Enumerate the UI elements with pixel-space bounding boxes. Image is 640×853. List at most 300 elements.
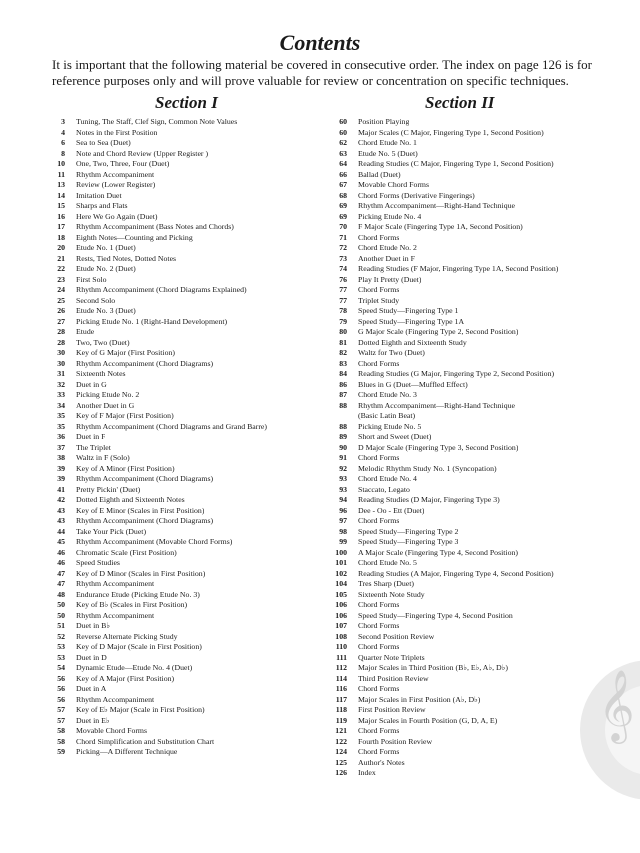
toc-entry-title: Chord Etude No. 3 [358, 390, 417, 399]
toc-entry [40, 327, 330, 338]
toc-page-number: 58 [57, 726, 65, 735]
toc-entry [322, 443, 632, 454]
toc-entry-title: Rhythm Accompaniment (Bass Notes and Chords) [76, 222, 234, 231]
toc-page-number: 33 [57, 390, 65, 399]
toc-entry-title: Etude No. 5 (Duet) [358, 148, 418, 158]
toc-entry [322, 432, 632, 443]
toc-entry [40, 149, 330, 160]
section-1-list [40, 117, 330, 758]
toc-entry-title: Etude No. 2 (Duet) [76, 264, 136, 273]
toc-page-number: 101 [335, 558, 347, 567]
toc-page-number: 112 [335, 663, 347, 672]
toc-page-number: 30 [57, 348, 65, 357]
toc-entry-title: Chord Etude No. 4 [358, 474, 417, 483]
toc-entry [322, 348, 632, 359]
toc-page-number: 28 [57, 337, 65, 347]
toc-entry-title: Triplet Study [358, 295, 400, 305]
toc-page-number: 67 [339, 180, 347, 189]
toc-page-number: 72 [339, 243, 347, 252]
toc-entry-title: Rhythm Accompaniment (Movable Chord Forms) [76, 537, 233, 546]
section-1-title: Section I [155, 93, 218, 112]
toc-entry-title: Chord Etude No. 2 [358, 243, 417, 252]
toc-page-number: 66 [339, 169, 347, 179]
toc-page-number: 83 [339, 358, 347, 368]
toc-entry [322, 653, 632, 664]
toc-entry [322, 537, 632, 548]
toc-page-number: 114 [335, 673, 347, 683]
toc-page-number: 8 [61, 148, 65, 158]
toc-entry [322, 327, 632, 338]
toc-entry-title: Chord Forms [358, 684, 400, 693]
toc-entry [322, 611, 632, 622]
toc-entry [40, 705, 330, 716]
toc-page-number: 74 [339, 264, 347, 273]
toc-entry [40, 180, 330, 191]
toc-entry [322, 485, 632, 496]
toc-page-number: 14 [57, 190, 65, 200]
toc-entry-title: Rhythm Accompaniment—Right-Hand Technique [358, 201, 515, 210]
section-2-title: Section II [425, 93, 495, 112]
toc-page-number: 27 [57, 316, 65, 326]
toc-page-number: 82 [339, 348, 347, 357]
toc-entry-title: Rhythm Accompaniment [76, 579, 155, 588]
toc-page-number: 41 [57, 484, 65, 494]
toc-entry-title: Chord Forms (Derivative Fingerings) [358, 190, 475, 200]
toc-entry [322, 159, 632, 170]
toc-entry-title: Eighth Notes—Counting and Picking [76, 232, 193, 242]
toc-page-number: 77 [339, 295, 347, 305]
toc-entry [322, 138, 632, 149]
toc-entry-title: Blues in G (Duet—Muffled Effect) [358, 379, 468, 389]
toc-page-number: 24 [57, 285, 65, 294]
toc-page-number: 71 [339, 232, 347, 242]
toc-entry-title: Chord Forms [358, 621, 400, 630]
toc-page-number: 104 [335, 579, 347, 588]
toc-entry [322, 243, 632, 254]
toc-entry [322, 401, 632, 412]
toc-page-number: 79 [339, 316, 347, 326]
toc-entry [40, 201, 330, 212]
toc-entry [322, 548, 632, 559]
toc-entry [40, 170, 330, 181]
toc-entry-title: Picking Etude No. 1 (Right-Hand Development) [76, 316, 228, 326]
toc-entry-title: Duet in F [76, 432, 106, 441]
toc-entry-title: Movable Chord Forms [76, 726, 148, 735]
toc-entry [40, 380, 330, 391]
toc-entry [322, 569, 632, 580]
toc-page-number: 6 [61, 138, 65, 147]
toc-page-number: 39 [57, 463, 65, 473]
toc-entry-title: Chord Simplification and Substitution Chart [76, 736, 215, 746]
toc-entry [322, 149, 632, 160]
toc-entry-title: D Major Scale (Fingering Type 3, Second Position) [358, 442, 519, 452]
toc-entry-title: Tuning, The Staff, Clef Sign, Common Note Values [76, 117, 238, 126]
toc-entry [322, 296, 632, 307]
toc-page-number: 108 [335, 631, 347, 641]
toc-page-number: 119 [335, 715, 347, 725]
toc-entry [322, 264, 632, 275]
toc-page-number: 15 [57, 201, 65, 210]
toc-entry-title: Etude [76, 327, 95, 336]
toc-page-number: 37 [57, 442, 65, 452]
toc-entry-title: Sharps and Flats [76, 201, 128, 210]
treble-clef-icon: 𝄞 [598, 668, 635, 741]
toc-entry-title: Ballad (Duet) [358, 169, 401, 179]
toc-entry [40, 453, 330, 464]
toc-entry-title: Rhythm Accompaniment (Chord Diagrams) [76, 516, 214, 525]
toc-entry-title: Here We Go Again (Duet) [76, 211, 158, 221]
toc-page-number: 90 [339, 442, 347, 452]
toc-entry [322, 621, 632, 632]
toc-page-number: 54 [57, 663, 65, 672]
toc-entry-title: Major Scales in First Position (A♭, D♭) [358, 694, 481, 704]
toc-page-number: 118 [335, 705, 347, 714]
toc-entry [322, 453, 632, 464]
toc-page-number: 110 [335, 642, 347, 651]
toc-entry [322, 180, 632, 191]
toc-entry-title: Key of A Major (First Position) [76, 673, 175, 683]
toc-entry-title: Key of E Minor (Scales in First Position) [76, 505, 205, 515]
toc-page-number: 39 [57, 474, 65, 483]
toc-entry [40, 443, 330, 454]
toc-page-number: 47 [57, 579, 65, 588]
toc-entry [40, 390, 330, 401]
toc-page-number: 57 [57, 705, 65, 714]
toc-page-number: 60 [339, 127, 347, 137]
toc-page-number: 105 [335, 589, 347, 599]
toc-page-number: 25 [57, 295, 65, 305]
toc-entry-title: Chord Forms [358, 453, 400, 462]
toc-page-number: 64 [339, 159, 347, 168]
toc-entry [322, 411, 632, 422]
toc-entry-title: Reading Studies (F Major, Fingering Type 1A, Second Position) [358, 264, 559, 273]
toc-entry-title: Rhythm Accompaniment (Chord Diagrams and Grand Barre) [76, 421, 267, 431]
toc-entry [322, 233, 632, 244]
toc-entry [322, 338, 632, 349]
toc-entry-title: Key of B♭ (Scales in First Position) [76, 600, 188, 609]
toc-entry-title: Major Scales (C Major, Fingering Type 1, Second Position) [358, 127, 544, 137]
toc-entry [322, 254, 632, 265]
toc-entry-title: Key of D Major (Scale in First Position) [76, 642, 202, 651]
toc-entry-title: Chromatic Scale (First Position) [76, 547, 177, 557]
toc-entry-title: Speed Study—Fingering Type 1 [358, 306, 459, 315]
toc-entry-title: Picking—A Different Technique [76, 747, 178, 756]
toc-entry [40, 369, 330, 380]
toc-entry [322, 201, 632, 212]
toc-page-number: 93 [339, 474, 347, 483]
toc-entry-title: Key of G Major (First Position) [76, 348, 175, 357]
toc-entry-title: F Major Scale (Fingering Type 1A, Second Position) [358, 222, 523, 231]
toc-page-number: 56 [57, 673, 65, 683]
toc-entry [40, 506, 330, 517]
toc-entry [40, 464, 330, 475]
toc-entry [40, 695, 330, 706]
toc-page-number: 11 [57, 169, 65, 179]
toc-entry-title: Rhythm Accompaniment [76, 694, 155, 704]
toc-entry-title: Second Position Review [358, 631, 435, 641]
toc-entry-title: Another Duet in F [358, 253, 415, 263]
toc-entry [322, 128, 632, 139]
toc-entry-title: Melodic Rhythm Study No. 1 (Syncopation) [358, 463, 497, 473]
toc-entry-title: Dee - Oo - Ett (Duet) [358, 505, 425, 515]
toc-entry [40, 285, 330, 296]
toc-page-number: 116 [335, 684, 347, 693]
toc-entry-title: Chord Etude No. 1 [358, 138, 417, 147]
toc-entry-title: Chord Forms [358, 516, 400, 525]
toc-page-number: 28 [57, 327, 65, 336]
toc-entry [322, 495, 632, 506]
toc-entry [322, 600, 632, 611]
toc-entry [322, 285, 632, 296]
toc-page-number: 76 [339, 274, 347, 284]
toc-entry [40, 663, 330, 674]
toc-entry [40, 191, 330, 202]
toc-page-number: 43 [57, 516, 65, 525]
toc-page-number: 38 [57, 453, 65, 462]
toc-entry [40, 222, 330, 233]
toc-entry-title: Etude No. 1 (Duet) [76, 243, 136, 252]
toc-page-number: 58 [57, 736, 65, 746]
toc-entry [40, 348, 330, 359]
toc-page-number: 60 [339, 117, 347, 126]
toc-entry-title: Duet in G [76, 379, 107, 389]
toc-page-number: 89 [339, 432, 347, 441]
toc-entry-title: Dotted Eighth and Sixteenth Study [358, 337, 467, 347]
toc-entry-title: G Major Scale (Fingering Type 2, Second Position) [358, 327, 519, 336]
toc-page-number: 51 [57, 621, 65, 630]
toc-page-number: 48 [57, 589, 65, 599]
toc-entry [322, 590, 632, 601]
toc-entry-title: Sea to Sea (Duet) [76, 138, 131, 147]
toc-page-number: 47 [57, 568, 65, 578]
toc-page-number: 53 [57, 652, 65, 662]
toc-entry-title: A Major Scale (Fingering Type 4, Second Position) [358, 547, 518, 557]
toc-entry [40, 684, 330, 695]
toc-page-number: 56 [57, 684, 65, 693]
toc-entry [40, 527, 330, 538]
toc-page-number: 93 [339, 484, 347, 494]
toc-entry-title: Reading Studies (C Major, Fingering Type 1, Second Position) [358, 159, 554, 168]
toc-entry-title: Major Scales in Fourth Position (G, D, A, E) [358, 715, 498, 725]
toc-entry-title: Picking Etude No. 4 [358, 211, 422, 221]
toc-page-number: 45 [57, 537, 65, 546]
toc-entry [40, 558, 330, 569]
toc-page-number: 21 [57, 253, 65, 263]
toc-entry-title: One, Two, Three, Four (Duet) [76, 159, 170, 168]
toc-page-number: 81 [339, 337, 347, 347]
toc-entry-title: First Solo [76, 274, 107, 284]
toc-entry-title: Second Solo [76, 295, 116, 305]
toc-entry-title: Rhythm Accompaniment (Chord Diagrams Explained) [76, 285, 247, 294]
page-title: Contents [279, 30, 361, 55]
toc-page-number: 106 [335, 610, 347, 620]
toc-entry-title: Another Duet in G [76, 400, 135, 410]
toc-entry-title: Rhythm Accompaniment (Chord Diagrams) [76, 474, 214, 483]
toc-entry [322, 222, 632, 233]
toc-entry [40, 516, 330, 527]
toc-entry [322, 516, 632, 527]
toc-entry [40, 159, 330, 170]
toc-entry [40, 338, 330, 349]
toc-entry [322, 663, 632, 674]
toc-page-number: 88 [339, 421, 347, 431]
toc-page-number: 30 [57, 358, 65, 368]
toc-entry-title: Etude No. 3 (Duet) [76, 306, 136, 315]
toc-entry [322, 558, 632, 569]
toc-page-number: 32 [57, 379, 65, 389]
toc-entry [40, 296, 330, 307]
toc-page-number: 121 [335, 726, 347, 735]
toc-entry [322, 170, 632, 181]
toc-entry [40, 422, 330, 433]
toc-entry-title: Waltz for Two (Duet) [358, 348, 425, 357]
toc-entry [322, 674, 632, 685]
toc-entry [322, 306, 632, 317]
toc-entry-title: Index [358, 768, 376, 777]
toc-page-number: 31 [57, 369, 65, 378]
toc-entry [322, 212, 632, 223]
toc-page-number: 50 [57, 610, 65, 620]
toc-entry-title: Rhythm Accompaniment [76, 169, 155, 179]
toc-entry-title: Third Position Review [358, 673, 429, 683]
toc-entry-title: Key of A Minor (First Position) [76, 463, 175, 473]
toc-page-number: 125 [335, 757, 347, 767]
toc-entry [40, 579, 330, 590]
toc-entry [40, 600, 330, 611]
toc-page-number: 43 [57, 505, 65, 515]
toc-page-number: 102 [335, 568, 347, 578]
toc-page-number: 23 [57, 274, 65, 284]
toc-page-number: 122 [335, 736, 347, 746]
toc-page-number: 86 [339, 379, 347, 389]
toc-entry [40, 747, 330, 758]
toc-page-number: 84 [339, 369, 347, 378]
toc-entry [322, 768, 632, 779]
toc-entry-title: Speed Studies [76, 558, 120, 567]
toc-page-number: 42 [57, 495, 65, 504]
toc-entry [322, 632, 632, 643]
toc-entry-title: Quarter Note Triplets [358, 652, 425, 662]
toc-entry [40, 317, 330, 328]
toc-page-number: 69 [339, 201, 347, 210]
toc-page-number: 96 [339, 505, 347, 515]
toc-entry-title: Rests, Tied Notes, Dotted Notes [76, 253, 177, 263]
toc-page-number: 59 [57, 747, 65, 756]
toc-entry-title: Picking Etude No. 2 [76, 390, 140, 399]
toc-entry [40, 359, 330, 370]
toc-entry [40, 537, 330, 548]
toc-page-number: 94 [339, 495, 347, 504]
toc-entry [40, 621, 330, 632]
toc-page-number: 62 [339, 138, 347, 147]
toc-entry [40, 254, 330, 265]
toc-entry-title: Speed Study—Fingering Type 4, Second Position [358, 610, 513, 620]
toc-entry-title: Waltz in F (Solo) [76, 453, 130, 462]
toc-entry-title: The Triplet [76, 442, 111, 452]
toc-page-number: 68 [339, 190, 347, 200]
toc-entry-title: Key of D Minor (Scales in First Position) [76, 568, 206, 578]
toc-entry [40, 632, 330, 643]
toc-page-number: 50 [57, 600, 65, 609]
intro-paragraph: It is important that the following material be covered in consecutive order. The index on page 126 is for reference purposes only and will prove valuable for review or concentration on specific techniques. [52, 57, 592, 88]
toc-page-number: 107 [335, 621, 347, 630]
toc-entry [40, 674, 330, 685]
toc-page-number: 46 [57, 547, 65, 557]
toc-entry-title: Pretty Pickin' (Duet) [76, 484, 141, 494]
toc-page-number: 56 [57, 694, 65, 704]
toc-entry-title: Reading Studies (A Major, Fingering Type 4, Second Position) [358, 568, 554, 578]
toc-entry [40, 653, 330, 664]
toc-entry [40, 411, 330, 422]
toc-page-number: 98 [339, 526, 347, 536]
toc-page-number: 35 [57, 421, 65, 431]
toc-entry [322, 359, 632, 370]
toc-entry-title: Chord Etude No. 5 [358, 558, 417, 567]
section-2-list [322, 117, 632, 779]
toc-page-number: 10 [57, 159, 65, 168]
toc-entry [322, 642, 632, 653]
toc-entry [322, 684, 632, 695]
toc-page-number: 100 [335, 547, 347, 557]
toc-entry-title: Reading Studies (D Major, Fingering Type 3) [358, 495, 500, 504]
toc-page-number: 46 [57, 558, 65, 567]
toc-entry [322, 275, 632, 286]
toc-entry [40, 243, 330, 254]
toc-entry-title: Play It Pretty (Duet) [358, 274, 422, 284]
toc-page-number: 44 [57, 526, 65, 536]
toc-page-number: 26 [57, 306, 65, 315]
toc-entry-title: Take Your Pick (Duet) [76, 526, 147, 536]
toc-entry-title: Rhythm Accompaniment—Right-Hand Technique [358, 400, 515, 410]
toc-entry-title: Notes in the First Position [76, 127, 158, 137]
toc-entry-title: Sixteenth Notes [76, 369, 126, 378]
toc-entry-title: Chord Forms [358, 600, 400, 609]
toc-entry-title: Chord Forms [358, 726, 400, 735]
toc-page-number: 57 [57, 715, 65, 725]
toc-entry-title: Author's Notes [358, 757, 405, 767]
toc-entry [40, 401, 330, 412]
toc-entry [40, 275, 330, 286]
toc-entry [40, 726, 330, 737]
toc-entry-title: Sixteenth Note Study [358, 589, 425, 599]
toc-page-number: 88 [339, 400, 347, 410]
toc-entry [322, 317, 632, 328]
toc-entry-title: Position Playing [358, 117, 410, 126]
toc-page-number: 34 [57, 400, 65, 410]
toc-page-number: 53 [57, 642, 65, 651]
toc-entry-title: Speed Study—Fingering Type 3 [358, 537, 459, 546]
toc-entry-title: Endurance Etude (Picking Etude No. 3) [76, 589, 200, 599]
toc-entry-title: Two, Two (Duet) [76, 337, 130, 347]
toc-page-number: 124 [335, 747, 347, 756]
toc-entry-title: Rhythm Accompaniment (Chord Diagrams) [76, 358, 214, 368]
toc-entry [40, 737, 330, 748]
toc-entry [40, 590, 330, 601]
toc-entry [40, 306, 330, 317]
toc-entry-title: Speed Study—Fingering Type 1A [358, 316, 465, 326]
toc-entry [322, 422, 632, 433]
toc-entry-title: Short and Sweet (Duet) [358, 432, 432, 441]
toc-page-number: 73 [339, 253, 347, 263]
toc-page-number: 78 [339, 306, 347, 315]
toc-entry-title: Review (Lower Register) [76, 180, 156, 189]
toc-entry [322, 527, 632, 538]
toc-entry [40, 485, 330, 496]
toc-entry [40, 432, 330, 443]
toc-entry-title: Speed Study—Fingering Type 2 [358, 526, 459, 536]
toc-entry [40, 264, 330, 275]
toc-entry-title: Key of E♭ Major (Scale in First Position) [76, 705, 205, 714]
